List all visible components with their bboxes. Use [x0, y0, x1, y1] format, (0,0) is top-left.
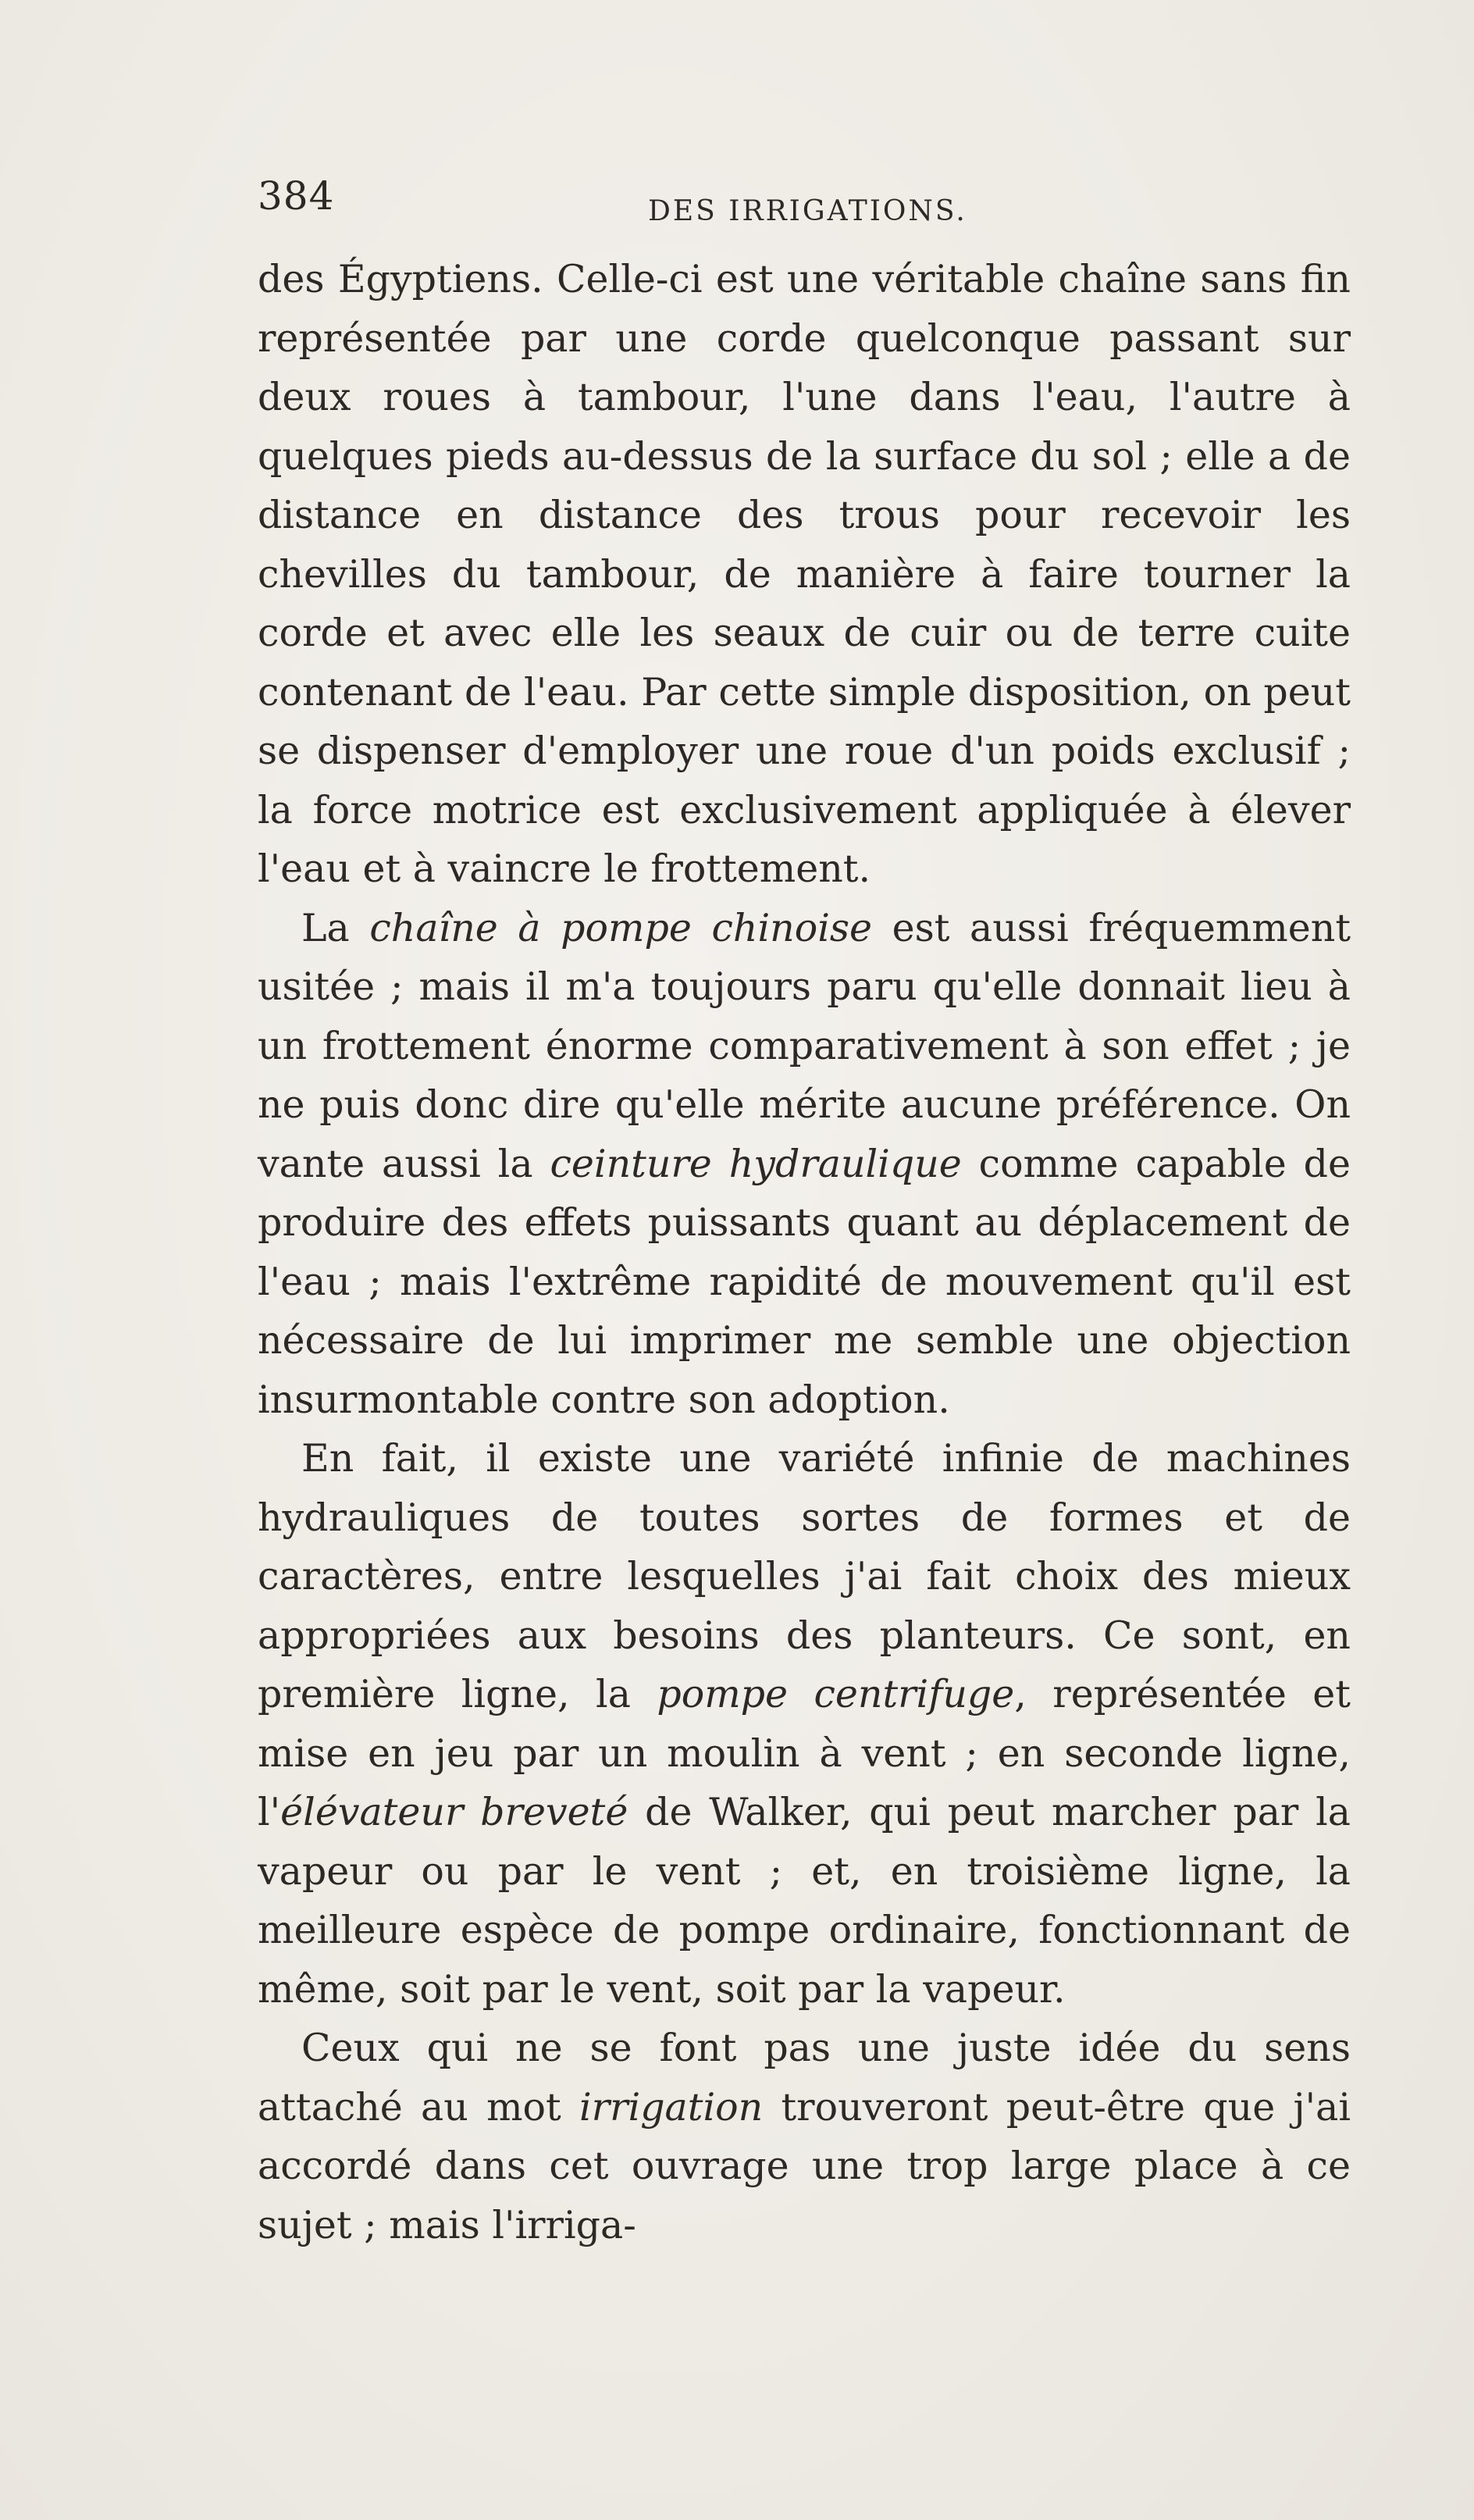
italic-term-irrigation: irrigation — [579, 2084, 764, 2130]
paragraph-4-text-1: Ceux qui ne se font pas une juste idée du sens attaché au mot — [258, 2026, 1351, 2130]
paragraph-3-text-3: de Walker, qui peut marcher par la vapeur ou par le vent ; et, en troisième ligne, la meilleure espèce de pompe ordinaire, fonctionnant de même, soit par le vent, soit par la vapeur. — [258, 1790, 1351, 2012]
italic-term-pompe-centrifuge: pompe centrifuge — [657, 1672, 1015, 1716]
paragraph-3-text-2: , représentée et mise en jeu par un moulin à vent ; en seconde ligne, l' — [258, 1672, 1351, 1834]
body-text — [258, 250, 1351, 2254]
paragraph-2-text-2: est aussi fréquemment usitée ; mais il m'a toujours paru qu'elle donnait lieu à un frottement énorme comparativement à son effet ; je ne puis donc dire qu'elle mérite aucune préférence. On vante aussi la — [258, 905, 1351, 1186]
paragraph-2-text-3: comme capable de produire des effets puissants quant au déplacement de l'eau ; mais l'extrême rapidité de mouvement qu'il est nécessaire de lui imprimer me semble une objection insurmontable contre son adoption. — [258, 1141, 1351, 1422]
italic-term-elevateur-brevete: élévateur breveté — [280, 1790, 628, 1834]
page-number: 384 — [258, 173, 335, 219]
paragraph-4-text-2: trouveront peut-être que j'ai accordé dans cet ouvrage une trop large place à ce sujet ; mais l'irriga- — [258, 2084, 1351, 2247]
running-head — [258, 173, 1351, 236]
paragraph-3-text-1: En fait, il existe une variété infinie de machines hydrauliques de toutes sortes de formes et de caractères, entre lesquelles j'ai fait choix des mieux appropriées aux besoins des planteurs. Ce sont, en première ligne, la — [258, 1436, 1351, 1716]
paragraph-1 — [258, 250, 1351, 899]
italic-term-chaine-a-pompe-chinoise: chaîne à pompe chinoise — [369, 905, 873, 950]
paragraph-1-text: des Égyptiens. Celle-ci est une véritable chaîne sans fin représentée par une corde quelconque passant sur deux roues à tambour, l'une dans l'eau, l'autre à quelques pieds au-dessus de la surface du sol ; elle a de distance en distance des trous pour recevoir les chevilles du tambour, de manière à faire tourner la corde et avec elle les seaux de cuir ou de terre cuite contenant de l'eau. Par cette simple disposition, on peut se dispenser d'employer une roue d'un poids exclusif ; la force motrice est exclusivement appliquée à élever l'eau et à vaincre le frottement. — [258, 257, 1351, 891]
running-title: DES IRRIGATIONS. — [648, 195, 967, 227]
paragraph-2-text-1: La — [301, 905, 370, 950]
paragraph-3 — [258, 1429, 1351, 2019]
paragraph-2 — [258, 899, 1351, 1430]
italic-term-ceinture-hydraulique: ceinture hydraulique — [550, 1141, 962, 1186]
paragraph-4 — [258, 2019, 1351, 2254]
